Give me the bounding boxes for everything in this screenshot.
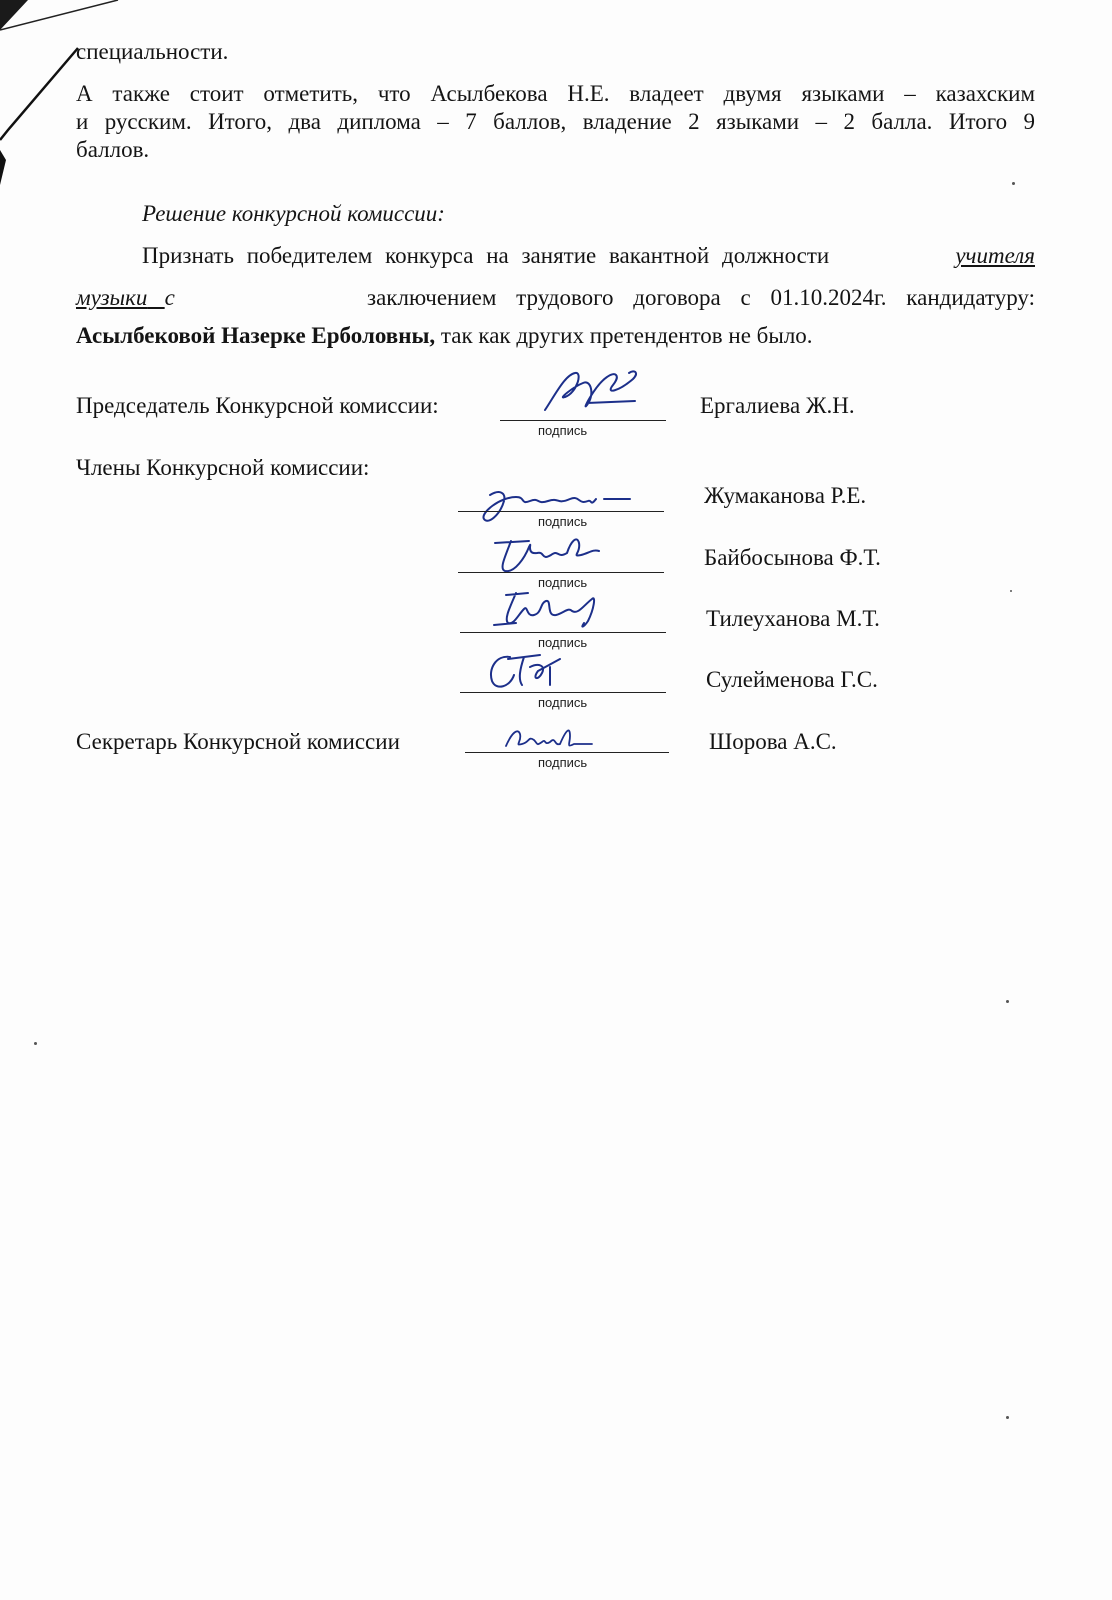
chair-name: Ергалиева Ж.Н. (700, 393, 855, 418)
chair-label: Председатель Конкурсной комиссии: (76, 393, 439, 418)
members-label: Члены Конкурсной комиссии: (76, 455, 370, 480)
scan-speck (1010, 590, 1012, 592)
member-2-signature-caption: подпись (538, 575, 588, 590)
decision-paragraph-line-3 (76, 322, 1035, 350)
chair-signature-caption: подпись (538, 423, 588, 438)
position-title-part-2: музыки (76, 285, 148, 310)
decision-text-start: Признать победителем конкурса на занятие вакантной должности (142, 243, 830, 268)
decision-heading: Решение конкурсной комиссии: (142, 201, 445, 226)
decision-reason: так как других претендентов не было. (435, 323, 813, 348)
scan-speck (34, 1042, 37, 1045)
member-3-signature-line (460, 632, 666, 633)
decision-paragraph-line-1 (142, 242, 1035, 270)
member-2-signature-line (458, 572, 664, 573)
member-3-signature-caption: подпись (538, 635, 588, 650)
scan-speck (1012, 182, 1015, 185)
member-3-signature (488, 585, 618, 635)
member-4-signature (480, 645, 590, 695)
member-1-signature-caption: подпись (538, 514, 588, 529)
member-2-name: Байбосынова Ф.Т. (704, 545, 881, 570)
secretary-signature-line (465, 752, 669, 753)
secretary-name: Шорова А.С. (709, 729, 837, 754)
secretary-label: Секретарь Конкурсной комиссии (76, 729, 400, 754)
position-underline-gap (147, 285, 164, 310)
chair-signature-line (500, 420, 666, 421)
decision-paragraph-line-2 (76, 284, 1035, 312)
member-4-signature-caption: подпись (538, 695, 588, 710)
position-title-part-1: учителя (955, 243, 1035, 268)
member-4-signature-line (460, 692, 666, 693)
member-1-signature-line (458, 511, 664, 512)
body-line-2: А также стоит отметить, что Асылбекова Н.Е. владеет двумя языками – казахским (76, 81, 1035, 106)
candidate-name: Асылбековой Назерке Ерболовны, (76, 323, 436, 348)
member-1-name: Жумаканова Р.Е. (704, 483, 867, 508)
position-title-part-2-group (76, 284, 175, 312)
body-line-1: специальности. (76, 39, 229, 64)
member-4-name: Сулейменова Г.С. (706, 667, 878, 692)
member-2-signature (485, 527, 615, 577)
member-3-name: Тилеуханова М.Т. (706, 606, 880, 631)
scan-speck (1006, 1000, 1009, 1003)
body-line-4: баллов. (76, 137, 150, 162)
chair-signature (535, 365, 655, 420)
secretary-signature-caption: подпись (538, 755, 588, 770)
contract-text: заключением трудового договора с 01.10.2024г. кандидатуру: (367, 285, 1035, 310)
body-line-3: и русским. Итого, два диплома – 7 баллов, владение 2 языками – 2 балла. Итого 9 (76, 109, 1035, 134)
scan-speck (1006, 1416, 1009, 1419)
with-word: с (164, 285, 175, 310)
